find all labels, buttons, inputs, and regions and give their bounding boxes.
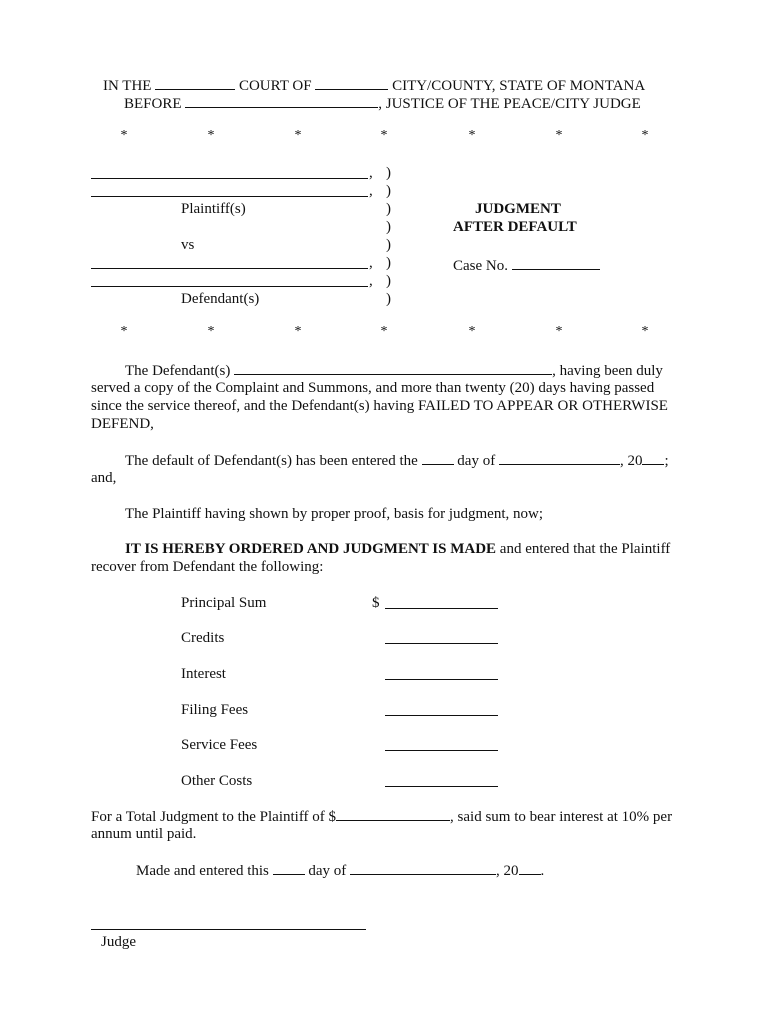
caption-paren: ) [386,165,391,181]
entered-start-text: Made and entered this [136,863,269,879]
entered-end-text: . [540,863,545,879]
header-justice: , JUSTICE OF THE PEACE/CITY JUDGE [378,96,641,112]
separator-star: * [207,128,215,143]
paragraph-1-line-4: DEFEND, [91,416,154,432]
header-before: BEFORE [124,96,182,112]
paragraph-2-line-1 [125,451,669,470]
amount-field-filing-fees[interactable] [385,715,498,716]
entered-year-field[interactable] [519,861,541,875]
separator-star: * [207,324,215,339]
separator-star: * [380,128,388,143]
paragraph-2-line-2: and, [91,470,117,486]
amount-field-other-costs[interactable] [385,786,498,787]
entered-line [136,861,544,880]
header-line-2 [124,94,641,113]
caption-paren: ) [386,237,391,253]
caption-comma: , [369,273,373,289]
caption-paren: ) [386,183,391,199]
p2-day-of-text: day of [457,453,496,469]
document-title-line-1: JUDGMENT [475,201,561,217]
defendant-name-line-1[interactable] [91,268,368,269]
default-year-field[interactable] [642,451,664,465]
entered-day-of-text: day of [308,863,347,879]
vs-label: vs [181,237,195,253]
p2-end-text: ; [664,453,669,469]
p2-year-text: , 20 [619,453,643,469]
caption-paren: ) [386,255,391,271]
separator-star: * [294,324,302,339]
amount-label-service-fees: Service Fees [181,737,258,753]
separator-star: * [555,128,563,143]
plaintiffs-label: Plaintiff(s) [181,201,246,217]
amount-field-principal[interactable] [385,608,498,609]
caption-paren: ) [386,219,391,235]
separator-star: * [120,324,128,339]
judge-signature-line[interactable] [91,929,366,930]
separator-star: * [641,128,649,143]
caption-comma: , [369,255,373,271]
total-amount-field[interactable] [336,807,450,821]
separator-star: * [468,128,476,143]
amount-field-service-fees[interactable] [385,750,498,751]
document-title-line-2: AFTER DEFAULT [453,219,577,235]
header-line-1 [103,76,645,95]
amount-label-other-costs: Other Costs [181,773,253,789]
paragraph-1-line-3: since the service thereof, and the Defendant(s) having FAILED TO APPEAR OR OTHERWISE [91,398,668,414]
plaintiff-name-line-2[interactable] [91,196,368,197]
caption-comma: , [369,183,373,199]
caption-paren: ) [386,273,391,289]
amount-field-interest[interactable] [385,679,498,680]
judge-label: Judge [101,934,136,950]
header-court-of: COURT OF [238,78,312,94]
entered-year-text: , 20 [496,863,519,879]
header-state: CITY/COUNTY, STATE OF MONTANA [392,78,646,94]
paragraph-4-line-2: recover from Defendant the following: [91,559,324,575]
defendants-label: Defendant(s) [181,291,260,307]
court-name-field[interactable] [155,76,235,90]
separator-star: * [380,324,388,339]
amount-label-filing-fees: Filing Fees [181,702,249,718]
case-no-label: Case No. [453,258,508,274]
entered-month-field[interactable] [350,861,496,875]
case-number [453,256,600,275]
paragraph-1-line-1 [125,361,663,380]
defendant-name-line-2[interactable] [91,286,368,287]
total-start-text: For a Total Judgment to the Plaintiff of $ [91,809,337,825]
default-month-field[interactable] [499,451,620,465]
amount-label-principal: Principal Sum [181,595,267,611]
amount-field-credits[interactable] [385,643,498,644]
header-in-the: IN THE [103,78,152,94]
currency-symbol: $ [372,595,380,611]
defendant-name-field[interactable] [234,361,552,375]
total-line-1 [91,807,672,826]
caption-comma: , [369,165,373,181]
separator-star: * [555,324,563,339]
separator-star: * [294,128,302,143]
city-county-field[interactable] [315,76,388,90]
separator-star: * [468,324,476,339]
paragraph-3: The Plaintiff having shown by proper proof, basis for judgment, now; [125,506,543,522]
plaintiff-name-line-1[interactable] [91,178,368,179]
total-after-text: , said sum to bear interest at 10% per [450,809,673,825]
separator-star: * [120,128,128,143]
case-no-field[interactable] [512,256,600,270]
p1-start-text: The Defendant(s) [125,363,231,379]
separator-star: * [641,324,649,339]
judge-name-field[interactable] [185,94,378,108]
paragraph-1-line-2: served a copy of the Complaint and Summons, and more than twenty (20) days having passed [91,380,655,396]
p4-rest-text: and entered that the Plaintiff [496,541,671,557]
paragraph-4-line-1 [125,540,670,558]
amount-label-credits: Credits [181,630,225,646]
order-heading: IT IS HEREBY ORDERED AND JUDGMENT IS MADE [125,541,497,557]
entered-day-field[interactable] [273,861,305,875]
default-day-field[interactable] [422,451,454,465]
caption-paren: ) [386,291,391,307]
p2-start-text: The default of Defendant(s) has been entered the [125,453,418,469]
p1-after-text: , having been duly [552,363,663,379]
amount-label-interest: Interest [181,666,226,682]
caption-paren: ) [386,201,391,217]
total-line-2: annum until paid. [91,826,197,842]
